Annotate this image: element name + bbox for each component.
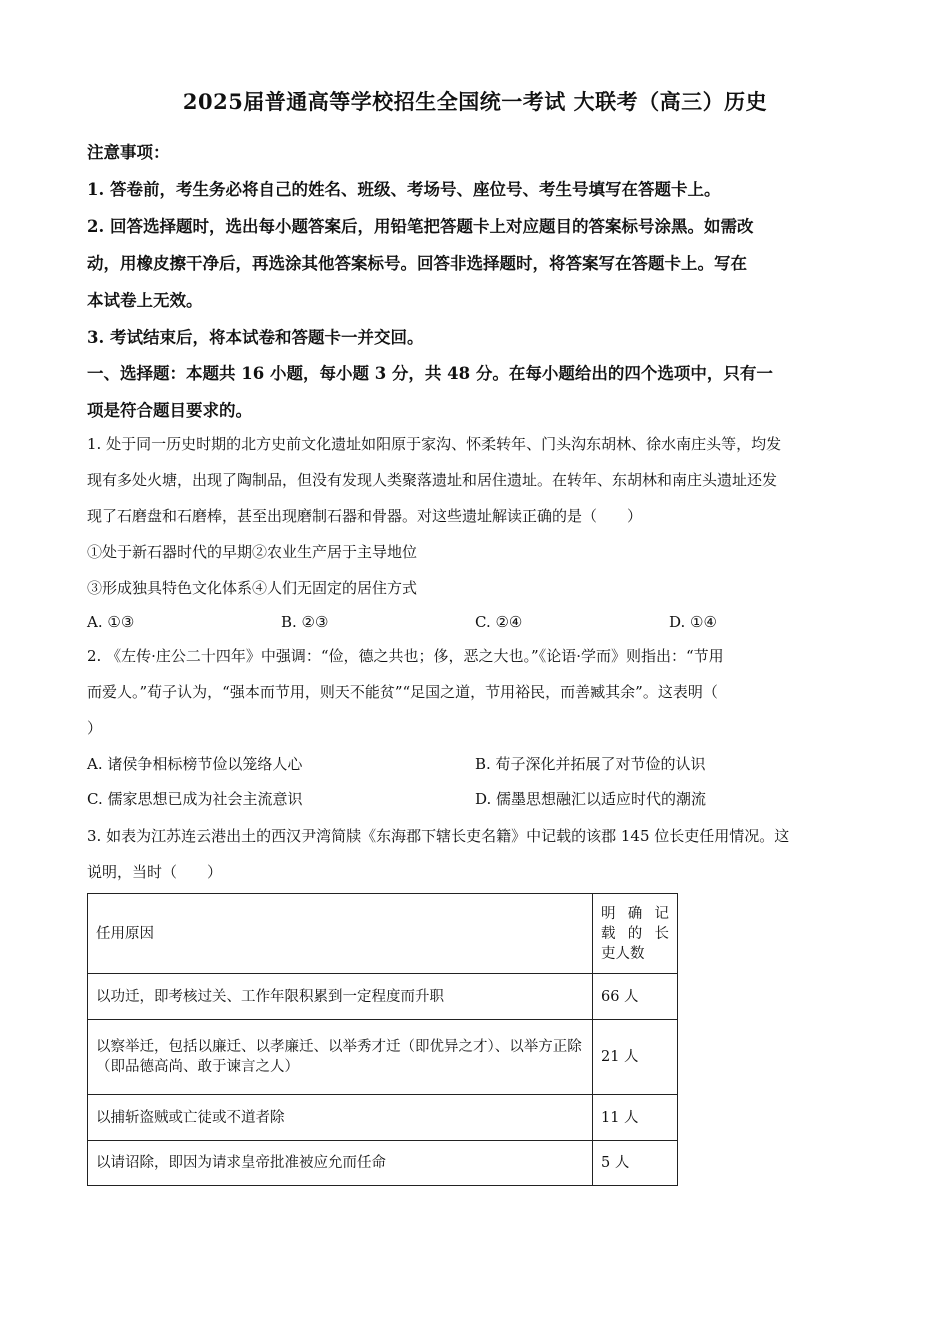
q2-option-d: D. 儒墨思想融汇以适应时代的潮流 bbox=[475, 790, 707, 808]
q3-stem-line-1: 3. 如表为江苏连云港出土的西汉尹湾简牍《东海郡下辖长吏名籍》中记载的该郡 145 位长吏任用情况。这 bbox=[87, 827, 790, 845]
notice-item-2-line-3: 本试卷上无效。 bbox=[87, 291, 203, 310]
table-cell-count: 21 人 bbox=[593, 1020, 678, 1095]
q1-option-b: B. ②③ bbox=[281, 613, 329, 631]
q1-option-c: C. ②④ bbox=[475, 613, 523, 631]
table-header-count-line: 载 的 长 bbox=[601, 925, 669, 942]
table-row bbox=[88, 1141, 678, 1186]
q1-option-a: A. ①③ bbox=[87, 613, 135, 631]
table-row bbox=[88, 1095, 678, 1141]
table-cell-count: 66 人 bbox=[593, 974, 678, 1020]
q1-stem-line-1: 1. 处于同一历史时期的北方史前文化遗址如阳原于家沟、怀柔转年、门头沟东胡林、徐水南庄头等，均发 bbox=[87, 435, 782, 453]
q2-stem-line-2: 而爱人。”荀子认为，“强本而节用，则天不能贫”“足国之道，节用裕民，而善臧其余”。这表明（ bbox=[87, 683, 718, 701]
table-cell-count: 5 人 bbox=[593, 1141, 678, 1186]
q2-stem-line-3: ） bbox=[87, 719, 103, 737]
notice-item-1: 1. 答卷前，考生务必将自己的姓名、班级、考场号、座位号、考生号填写在答题卡上。 bbox=[87, 180, 721, 199]
table-cell-reason: 以功迁，即考核过关、工作年限积累到一定程度而升职 bbox=[88, 974, 593, 1020]
notice-item-2-line-2: 动，用橡皮擦干净后，再选涂其他答案标号。回答非选择题时，将答案写在答题卡上。写在 bbox=[87, 254, 747, 273]
page-title: 2025届普通高等学校招生全国统一考试 大联考（高三）历史 bbox=[182, 89, 768, 114]
table-cell-count: 11 人 bbox=[593, 1095, 678, 1141]
table-header-count-line: 明 确 记 bbox=[601, 905, 669, 922]
q1-statement-1: ①处于新石器时代的早期②农业生产居于主导地位 bbox=[87, 543, 418, 561]
q3-stem-line-2: 说明，当时（ ） bbox=[87, 863, 223, 881]
notice-heading: 注意事项： bbox=[87, 143, 170, 162]
table-header-row bbox=[88, 894, 678, 974]
q1-stem-line-3: 现了石磨盘和石磨棒，甚至出现磨制石器和骨器。对这些遗址解读正确的是（ ） bbox=[87, 507, 643, 525]
q2-stem-line-1: 2. 《左传·庄公二十四年》中强调：“俭，德之共也；侈，恶之大也。”《论语·学而》则指出：“节用 bbox=[87, 647, 724, 665]
appointment-table bbox=[87, 893, 678, 1186]
notice-item-2-line-1: 2. 回答选择题时，选出每小题答案后，用铅笔把答题卡上对应题目的答案标号涂黑。如需改 bbox=[87, 217, 754, 236]
table-header-count bbox=[593, 894, 678, 974]
q1-option-d: D. ①④ bbox=[669, 613, 717, 631]
q2-option-b: B. 荀子深化并拓展了对节俭的认识 bbox=[475, 755, 706, 773]
q1-statement-2: ③形成独具特色文化体系④人们无固定的居住方式 bbox=[87, 579, 418, 597]
section-heading-line-1: 一、选择题：本题共 16 小题，每小题 3 分，共 48 分。在每小题给出的四个选项中，只有一 bbox=[87, 364, 773, 383]
section-heading-line-2: 项是符合题目要求的。 bbox=[87, 401, 252, 420]
table-row bbox=[88, 974, 678, 1020]
table-row bbox=[88, 1020, 678, 1095]
table-header-reason: 任用原因 bbox=[88, 894, 593, 974]
q1-stem-line-2: 现有多处火塘，出现了陶制品，但没有发现人类聚落遗址和居住遗址。在转年、东胡林和南庄头遗址还发 bbox=[87, 471, 778, 489]
table-cell-reason: 以捕斩盗贼或亡徒或不道者除 bbox=[88, 1095, 593, 1141]
table-cell-reason: 以请诏除，即因为请求皇帝批准被应允而任命 bbox=[88, 1141, 593, 1186]
q2-option-c: C. 儒家思想已成为社会主流意识 bbox=[87, 790, 303, 808]
q2-option-a: A. 诸侯争相标榜节俭以笼络人心 bbox=[87, 755, 303, 773]
table-header-count-line: 吏人数 bbox=[601, 945, 645, 962]
table-cell-reason: 以察举迁，包括以廉迁、以孝廉迁、以举秀才迁（即优异之才）、以举方正除（即品德高尚、敢于谏言之人） bbox=[88, 1020, 593, 1095]
notice-item-3: 3. 考试结束后，将本试卷和答题卡一并交回。 bbox=[87, 328, 424, 347]
